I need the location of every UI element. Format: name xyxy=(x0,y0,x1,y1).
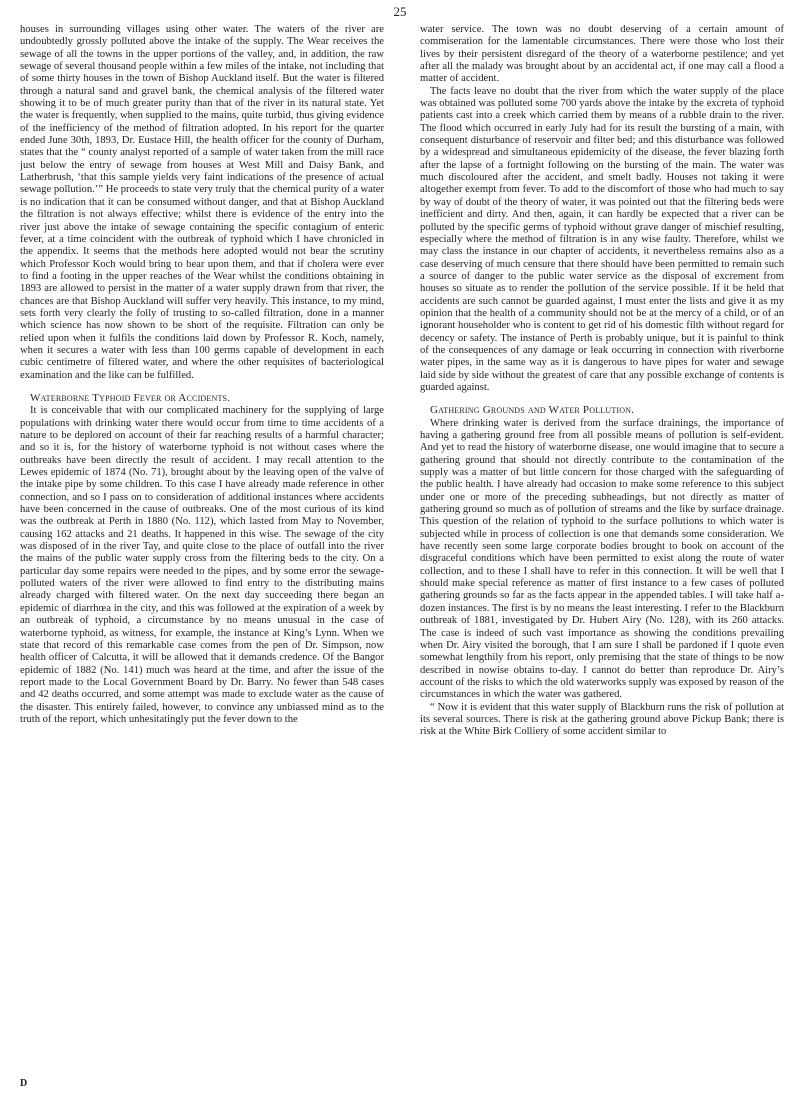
signature-mark: D xyxy=(20,1078,28,1089)
section-heading: Gathering Grounds and Water Pollution. xyxy=(430,404,635,417)
paragraph: “ Now it is evident that this water supply of Blackburn runs the risk of pollution at its several sources. There is risk at the gathering ground above Pickup Bank; there is risk at the White Birk Colliery of some accident similar to xyxy=(420,701,784,738)
paragraph: It is conceivable that with our complicated machinery for the supplying of large populations with drinking water there would occur from time to time accidents of a nature to be deplored on account of their far reaching results of a harmful character; and so it is, for the history of waterborne typhoid is not without cases where the outbreaks have been directly the result of accident. I may recall attention to the Lewes epidemic of 1874 (No. 71), brought about by the leaving open of the valve of the intake pipe by some children. To this case I have already made reference in other connection, and so I pass on to consideration of additional instances where accidents have been concerned in the cause of outbreaks. One of the most curious of its kind was the outbreak at Perth in 1880 (No. 112), which lasted from May to November, causing 162 attacks and 21 deaths. It happened in this wise. The sewage of the city was disposed of in the river Tay, and quite close to the place of outfall into the river the mains of the public water supply cross from the filtering beds to the city. On a particular day some repairs were needed to the pipes, and by some error the sewage-polluted waters of the river were allowed to find entry to the distributing mains already charged with filtered water. On the next day succeeding there began an epidemic of diarrhœa in the city, and this was followed at the expiration of a week by an outbreak of typhoid, a circumstance by no means unusual in the case of waterborne typhoid, as witness, for example, the instance at King’s Lynn. When we state that record of this remarkable case comes from the pen of Dr. Simpson, now health officer of Calcutta, it will be allowed that it demands credence. Of the Bangor epidemic of 1882 (No. 141) much was heard at the time, and after the issue of the report made to the Local Government Board by Dr. Barry. No fewer than 548 cases and 42 deaths occurred, and some attempt was made to exclude water as the cause of the disaster. This entirely failed, however, to convince any unbiassed mind as to the truth of the report, which unhesitatingly put the fever down to the xyxy=(20,405,384,725)
left-column xyxy=(20,24,384,1072)
page-number: 25 xyxy=(393,4,407,19)
paragraph: Where drinking water is derived from the surface drainings, the importance of having a gathering ground free from all possible means of pollution is self-evident. And yet to read the history of waterborne disease, one would imagine that to secure a gathering ground that should not directly contribute to the contamination of the supply was a matter of but little concern for those charged with the safeguarding of the public health. I have already had occasion to make some reference to this subject under one or more of the preceding subheadings, but not directly as matter of gathering ground so much as of pollution of streams and the like by surface drainage. This question of the relation of typhoid to the surface pollutions to which water is subjected while in process of collection is one that demands some consideration. We have recently seen some large corporate bodies brought to book on account of the disgraceful conditions which have been permitted to exist along the route of water collection, and to these I shall have to refer in this connection. It will be well that I should make special reference as matter of first instance to a few cases of polluted gathering grounds so far as the facts appear in the appended tables. I will take half a-dozen instances. The first is by no means the least interesting. I refer to the Blackburn outbreak of 1881, investigated by Dr. Hubert Airy (No. 128), with its 260 attacks. The case is indeed of such vast importance as showing the conditions prevailing when Dr. Airy visited the borough, that I am sure I shall be pardoned if I quote even somewhat lengthily from his report, only premising that the state of things to be now described in nowise obtains to-day. I cannot do better than reproduce Dr. Airy’s account of the risks to which the old waterworks supply was exposed by reason of the circumstances in which the water was gathered. xyxy=(420,417,784,701)
paragraph: houses in surrounding villages using other water. The waters of the river are undoubtedly grossly polluted above the intake of the supply. The Wear receives the sewage of all the towns in the upper portions of the valley, and, in addition, the raw sewage of several thousand people within a few miles of the intake, not including that of some thirty houses in the town of Bishop Auckland itself. But the water is filtered through a natural sand and gravel bank, the chemical analysis of the filtered water showing it to be of much greater purity than that of the river in its natural state. Yet the water is frequently, when supplied to the mains, quite turbid, thus giving evidence of the inefficiency of the method of filtration adopted. In his report for the quarter ended June 30th, 1893, Dr. Eustace Hill, the health officer for the county of Durham, states that the “ county analyst reported of a sample of water taken from the mill race just below the entry of sewage from houses at West Mill and Daisy Bank, and Latherbrush, ‘that this sample yields very faint indications of the presence of actual sewage pollution.’” He proceeds to state very truly that the chemical purity of a water is no indication that it can be consumed without danger, and that at Bishop Auckland the filtration is not always effective; whilst there is evidence of the entry into the river just above the intake of sewage containing the specific contagium of enteric fever, at a time coincident with the outbreak of typhoid which I have chronicled in the appendix. It seems that the methods here adopted would not bear the scrutiny which Professor Koch would bring to bear upon them, and that if cholera were ever to find a footing in the upper reaches of the Wear whilst the conditions obtaining in 1893 are allowed to persist in the matter of a water supply drawn from that river, the chances are that Bishop Auckland will suffer very heavily. This instance, to my mind, sets forth very clearly the folly of trusting to so-called filtration, done in a manner which science has now shown to be short of the requisite. Filtration can only be relied upon when it fulfils the conditions laid down by Professor R. Koch, namely, when it secures a water with less than 100 germs capable of development in each cubic centimetre of filtered water, and where the other requisites of bacteriological examination and the like can be fulfilled. xyxy=(20,24,384,381)
right-column xyxy=(420,24,784,1072)
paragraph: The facts leave no doubt that the river from which the water supply of the place was obtained was polluted some 700 yards above the intake by the excreta of typhoid patients cast into a creek which carried them by means of a rubble drain to the river. The flood which occurred in early July had for its result the bursting of a main, with consequent disturbance of reservoir and filter bed; and this disturbance was followed by a widespread and simultaneous epidemicity of the disease, the fever blazing forth after the lapse of a fortnight following on the bursting of the main. The water was much discoloured after the accident, and smelt badly. Houses not taking it were altogether exempt from fever. To add to the discomfort of those who had much to say by way of doubt of the theory of water, it was pointed out that the filtering beds were inefficient and dirty. And then, again, it can hardly be expected that a river can be polluted by the specific germs of typhoid without grave danger of mischief resulting, especially where the method of filtration is in any wise faulty. Therefore, whilst we may class the instance in our chapter of accidents, it nevertheless remains also as a case deserving of much censure that there should have been permitted to remain such a source of danger to the public water service as the disposal of excrement from houses so situate as to render the pollution of the service possible. If it be held that accidents are such cannot be guarded against, I must enter the lists and give it as my opinion that the health of a community should not be at the mercy of a child, or of an ignorant householder who is content to get rid of his domestic filth without regard for decency or safety. The instance of Perth is probably unique, but it is painful to think of the consequences of any damage or leak occurring in connection with riverborne water pipes, in the same way as it is dangerous to have pipes for water and sewage laid side by side without the greatest of care that any possible exchange of contents is guarded against. xyxy=(420,85,784,393)
section-heading: Waterborne Typhoid Fever or Accidents. xyxy=(30,391,231,404)
paragraph: water service. The town was no doubt deserving of a certain amount of commiseration for the lamentable circumstances. There were those who lost their lives by their persistent disregard of the theory of a waterborne pestilence; and yet after all the malady was brought about by an accidental act, if one may call a flood a matter of accident. xyxy=(420,24,784,85)
